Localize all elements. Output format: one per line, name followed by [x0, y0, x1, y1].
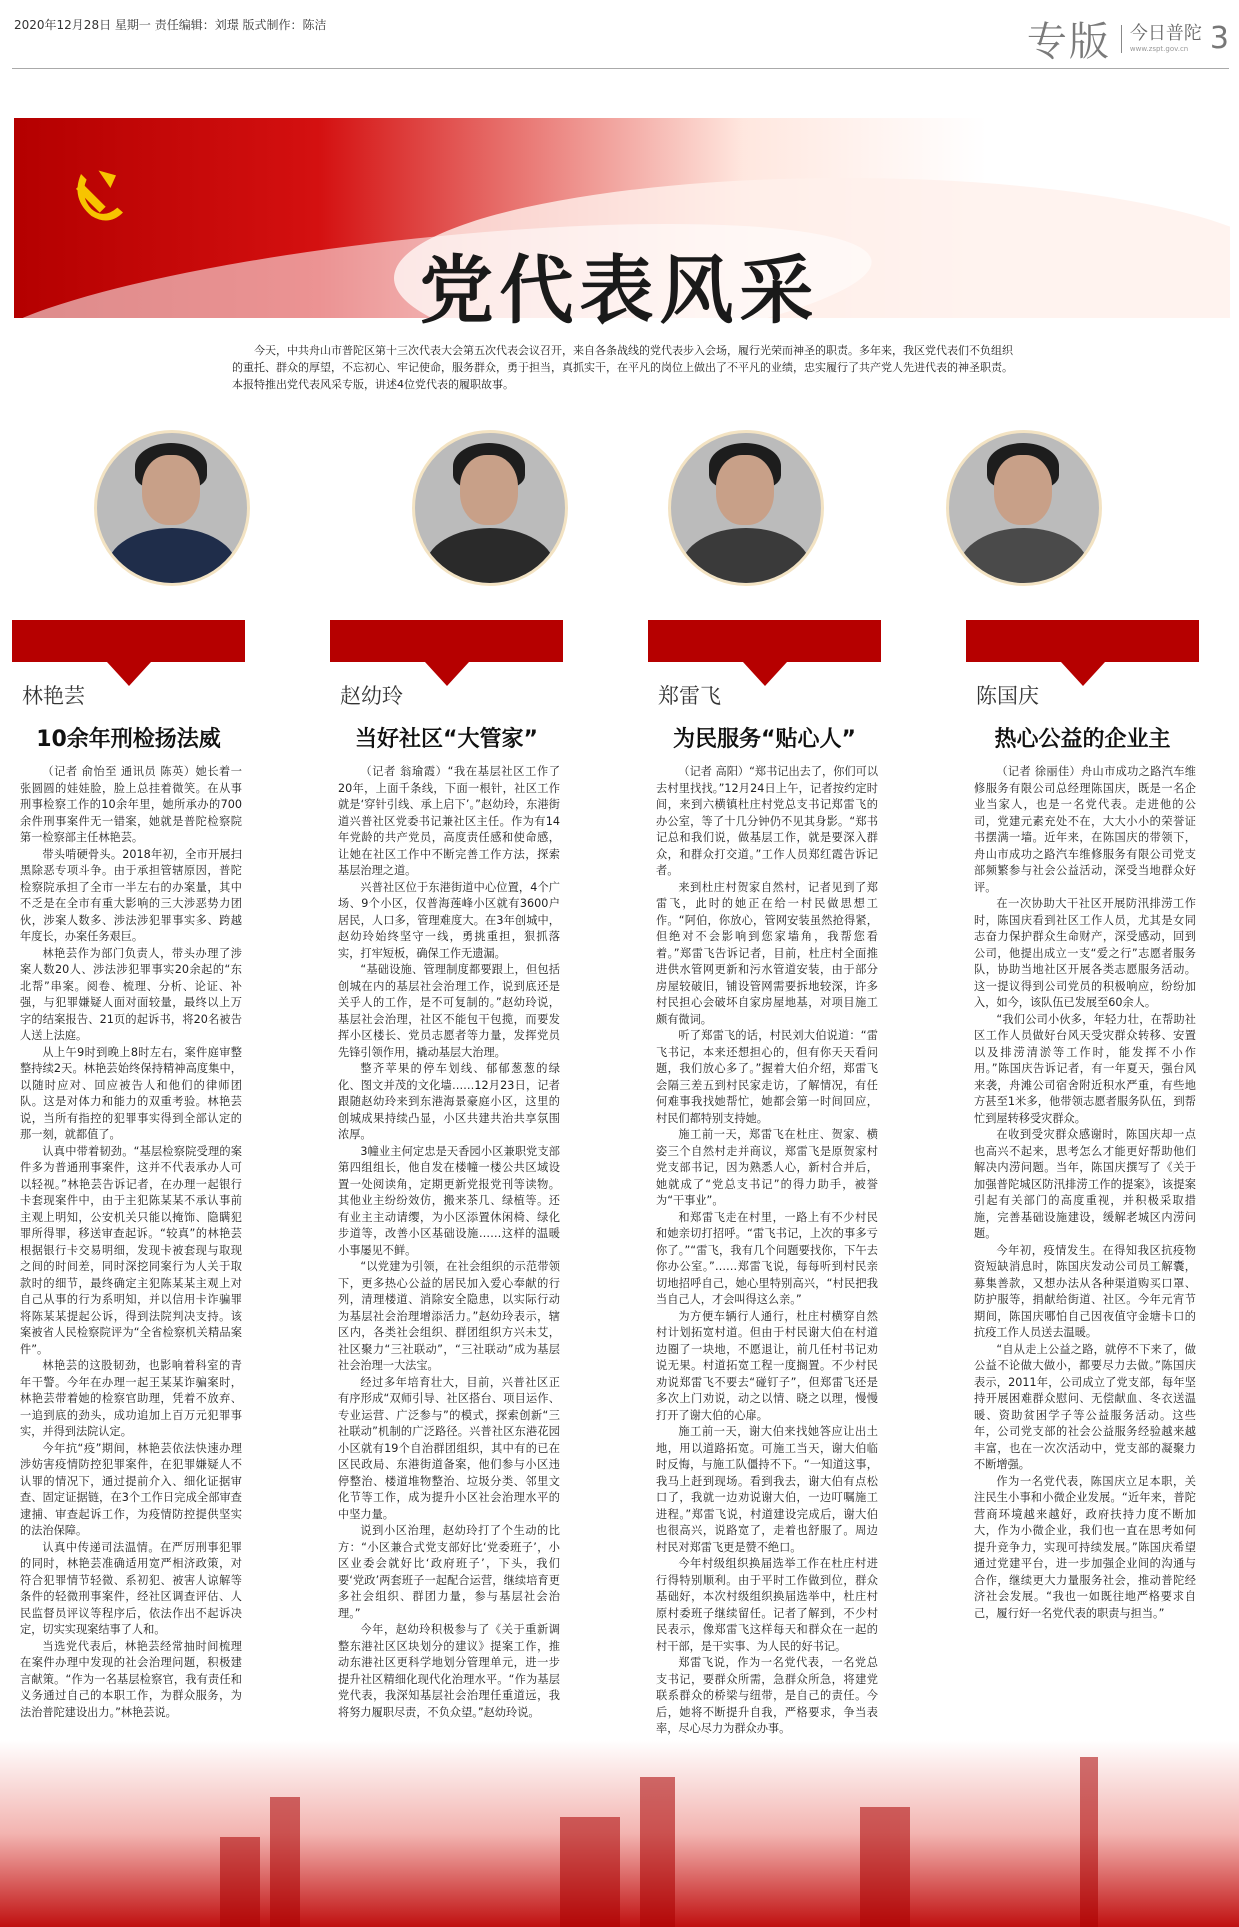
page-number: 3 [1209, 21, 1229, 56]
paragraph: 经过多年培育壮大，目前，兴普社区正有序形成“双师引导、社区搭台、项目运作、专业运营、广泛参与”的模式，探索创新“三社联动”机制的广泛路径。兴普社区东港花园小区就有19个自治群团组织，其中有的已在区民政局、东港街道备案，他们参与小区违停整治、楼道堆物整治、垃圾分类、邻里文化节等工作，成为提升小区社会治理水平的中坚力量。 [338, 1375, 560, 1521]
profile-name: 郑雷飞 [658, 684, 721, 708]
profile-title: 为民服务“贴心人” [673, 727, 856, 752]
paragraph: 当选党代表后，林艳芸经常抽时间梳理在案件办理中发现的社会治理问题，积极建言献策。“作为一名基层检察官，我有责任和义务通过自己的本职工作，为群众服务，为法治普陀建设出力。”林艳芸说。 [20, 1639, 242, 1719]
paragraph: “我们公司小伙多，年轻力壮，在帮助社区工作人员做好台风天受灾群众转移、安置以及排涝清淤等工作时，能发挥不小作用。”陈国庆告诉记者，有一年夏天，强台风来袭，舟滩公司宿舍附近积水严重，有些地方甚至1米多，他带领志愿者服务队伍，到帮忙到屋转移受灾群众。 [974, 1012, 1196, 1125]
paragraph: 今年初，疫情发生。在得知我区抗疫物资短缺消息时，陈国庆发动公司员工解囊，募集善款，又想办法从各种渠道购买口罩、防护服等，捐献给街道、社区。今年元宵节期间，陈国庆哪怕自己因夜值守金塘卡口的抗疫工作人员送去温暖。 [974, 1243, 1196, 1339]
paragraph: 来到杜庄村贺家自然村，记者见到了郑雷飞，此时的她正在给一村民做思想工作。“阿伯，你放心，管网安装虽然抢得紧，但绝对不会影响到您家墙角，我帮您看着。”郑雷飞告诉记者，目前，杜庄村全面推进供水管网更新和污水管道安装，由于部分房屋较破旧，铺设管网需要拆地较深，许多村民担心会破坏自家房屋地基，对项目施工颇有微词。 [656, 880, 878, 1026]
building-silhouette [220, 1837, 260, 1927]
paragraph: 认真中传递司法温情。在严厉刑事犯罪的同时，林艳芸准确适用宽严相济政策，对符合犯罪情节轻微、系初犯、被害人谅解等条件的轻微刑事案件，经社区调查评估、人民监督员评议等程序后，依法作出不起诉决定，切实实现案结事了人和。 [20, 1540, 242, 1636]
logo-name: 今日普陀 [1129, 22, 1202, 44]
profile-body [338, 764, 560, 1721]
byline: （记者 高阳） [678, 765, 750, 778]
date-line: 2020年12月28日 星期一 责任编辑：刘璟 版式制作：陈洁 [14, 18, 327, 32]
page-headline: 党代表风采 [419, 248, 820, 334]
paragraph: 从上午9时到晚上8时左右，案件庭审整整持续2天。林艳芸始终保持精神高度集中，以随时应对、回应被告人和他们的律师团队。这是对体力和能力的双重考验。林艳芸说，当所有指控的犯罪事实得到全部认定的那一刻，就都值了。 [20, 1045, 242, 1141]
footer-decoration [0, 1740, 1239, 1927]
paragraph: “自从走上公益之路，就停不下来了，做公益不论做大做小，都要尽力去做。”陈国庆表示，2011年，公司成立了党支部，每年坚持开展困难群众慰问、无偿献血、冬衣送温暖、资助贫困学子等公益服务活动。这些年，公司党支部的社会公益服务经验越来越丰富，也在一次次活动中，党支部的凝聚力不断增强。 [974, 1342, 1196, 1471]
paragraph: 今年，赵幼玲积极参与了《关于重新调整东港社区区块划分的建议》提案工作，推动东港社区更科学地划分管理单元，进一步提升社区精细化现代化治理水平。“作为基层党代表，我深知基层社会治理任重道远，我将努力履职尽责，不负众望。”赵幼玲说。 [338, 1623, 560, 1719]
byline: （记者 徐丽佳） [996, 765, 1082, 778]
paragraph: 她长着一张圆圆的娃娃脸，脸上总挂着微笑。在从事刑事检察工作的10余年里，她所承办的700余件刑事案件无一错案，她就是普陀检察院第一检察部主任林艳芸。 [20, 765, 242, 844]
portrait-photo [412, 430, 568, 586]
paragraph: 为方便车辆行人通行，杜庄村横穿自然村计划拓宽村道。但由于村民谢大伯在村道边圈了一块地，不愿退让，前几任村书记劝说无果。村道拓宽工程一度搁置。不少村民劝说郑雷飞不要去“碰钉子”，但郑雷飞还是多次上门劝说，动之以情、晓之以理，慢慢打开了谢大伯的心扉。 [656, 1309, 878, 1422]
paragraph: 带头啃硬骨头。2018年初，全市开展扫黑除恶专项斗争。由于承担管辖原因，普陀检察院承担了全市一半左右的办案量，其中不乏是在全市有重大影响的三大涉恶势力团伙，涉案人数多、涉法涉犯罪事实多、跨越年度长，办案任务艰巨。 [20, 847, 242, 943]
pillar-silhouette [1080, 1757, 1098, 1927]
profile-body [974, 764, 1196, 1622]
paragraph: 说到小区治理，赵幼玲打了个生动的比方：“小区兼合式党支部好比‘党委班子’，小区业委会就好比‘政府班子’，下头，我们要‘党政’两套班子一起配合运营，继续培育更多社会组织、群团力量，参与基层社会治理。” [338, 1524, 560, 1620]
masthead-right [1027, 10, 1229, 67]
portrait-photo [94, 430, 250, 586]
profile-column [966, 430, 1199, 1850]
paragraph: 和郑雷飞走在村里，一路上有不少村民和她亲切打招呼。“雷飞书记，上次的事多亏你了。”“雷飞，我有几个问题要找你，下午去你办公室。”……郑雷飞说，每每听到村民亲切地招呼自己，她心里特别高兴，“村民把我当自己人，才会叫得这么亲。” [656, 1210, 878, 1306]
profile-title: 热心公益的企业主 [994, 727, 1171, 752]
masthead [0, 0, 1239, 70]
newspaper-logo [1121, 22, 1202, 53]
profile-column [648, 430, 881, 1850]
byline: （记者 俞怡至 通讯员 陈英） [42, 765, 196, 778]
profile-name: 赵幼玲 [340, 684, 403, 708]
section-name: 专版 [1026, 19, 1111, 65]
title-ribbon [12, 620, 245, 662]
paragraph: 在一次协助大干社区开展防汛排涝工作时，陈国庆看到社区工作人员，尤其是女同志奋力保护群众生命财产，深受感动，回到公司，他提出成立一支“爱之行”志愿者服务队，协助当地社区开展各类志愿服务活动。这一提议得到公司党员的积极响应，纷纷加入，如今，该队伍已发展至60余人。 [974, 897, 1196, 1009]
profile-body [20, 764, 242, 1721]
paragraph: “郑书记出去了，你们可以去村里找找。”12月24日上午，记者按约定时间，来到六横镇杜庄村党总支书记郑雷飞的办公室，等了十几分钟仍不见其身影。“郑书记总和我们说，做基层工作，就是要深入群众，和群众打交道。”工作人员郑红霞告诉记者。 [656, 765, 879, 877]
portrait-photo [946, 430, 1102, 586]
intro-paragraph: 今天，中共舟山市普陀区第十三次代表大会第五次代表会议召开，来自各条战线的党代表步入会场，履行光荣而神圣的职责。多年来，我区党代表们不负组织的重托、群众的厚望，不忘初心、牢记使命，服务群众，勇于担当，真抓实干，在平凡的岗位上做出了不平凡的业绩，忠实履行了共产党人先进代表的神圣职责。本报特推出党代表风采专版，讲述4位党代表的履职故事。 [232, 344, 1013, 391]
party-emblem-icon [60, 160, 130, 230]
title-ribbon [966, 620, 1199, 662]
building-silhouette [270, 1797, 300, 1927]
title-ribbon [648, 620, 881, 662]
paragraph: 听了郑雷飞的话，村民刘大伯说道：“雷飞书记，本来还想担心的，但有你天天看问题，我们放心多了。”握着大伯介绍，郑雷飞会隔三差五到村民家走访，了解情况，有任何难事我找她帮忙，她都会第一时间回应，村民们都特别支持她。 [656, 1029, 878, 1125]
paragraph: 今年抗“疫”期间，林艳芸依法快速办理涉妨害疫情防控犯罪案件，在犯罪嫌疑人不认罪的情况下，通过提前介入、细化证据审查、固定证据链，在3个工作日完成全部审查逮捕、审查起诉工作，为疫情防控提供坚实的法治保障。 [20, 1441, 242, 1537]
byline: （记者 翁瑜霞） [360, 765, 448, 778]
paragraph: 郑雷飞说，作为一名党代表，一名党总支书记，要群众所需，急群众所急，将建党联系群众的桥梁与纽带，是自己的责任。今后，她将不断提升自我，严格要求，争当表率，尽心尽力为群众办事。 [656, 1656, 878, 1735]
title-ribbon [330, 620, 563, 662]
paragraph: “基础设施、管理制度都要跟上，但包括创城在内的基层社会治理工作，说到底还是关乎人的工作，是不可复制的。”赵幼玲说，基层社会治理，社区不能包干包揽，而要发挥小区楼长、党员志愿者等力量，发挥党员先锋引领作用，撬动基层大治理。 [338, 963, 560, 1059]
paragraph: 今年村级组织换届选举工作在杜庄村进行得特别顺利。由于平时工作做到位，群众基础好，本次村级组织换届选举中，杜庄村原村委班子继续留任。记者了解到，不少村民表示，像郑雷飞这样每天和群众在一起的村干部，是干实事、为人民的好书记。 [656, 1557, 878, 1653]
profile-name: 陈国庆 [976, 684, 1039, 708]
profile-column [330, 430, 563, 1850]
profile-body [656, 764, 878, 1738]
building-silhouette [640, 1777, 675, 1927]
paragraph: 认真中带着韧劲。“基层检察院受理的案件多为普通刑事案件，这并不代表承办人可以轻视。”林艳芸告诉记者，在办理一起银行卡套现案件中，由于主犯陈某某不承认事前主观上明知，公安机关只能以掩饰、隐瞒犯罪所得罪，移送审查起诉。“较真”的林艳芸根据银行卡交易明细，发现卡被套现与取现之间的时间差，同时深挖同案行为人关于取款时的细节，最终确定主犯陈某某主观上对自己从事的行为系明知，并以信用卡诈骗罪将陈某某提起公诉，得到法院判决支持。该案被省人民检察院评为“全省检察机关精品案件”。 [20, 1144, 242, 1356]
paragraph: 3幢业主何定忠是天香园小区兼职党支部第四组组长，他自发在楼幢一楼公共区域设置一处阅读角，定期更新党报党刊等读物。其他业主纷纷效仿，搬来茶几、绿植等。还有业主主动请缨，为小区添置休闲椅、绿化步道等，改善小区基础设施……这样的温暖小事屡见不鲜。 [338, 1144, 560, 1257]
paragraph: 在收到受灾群众感谢时，陈国庆却一点也高兴不起来，思考怎么才能更好帮助他们解决内涝问题。当年，陈国庆撰写了《关于加强普陀城区防汛排涝工作的提案》，该提案引起有关部门的高度重视，并积极采取措施，完善基础设施建设，缓解老城区内涝问题。 [974, 1128, 1196, 1240]
paragraph: “以党建为引领，在社会组织的示范带领下，更多热心公益的居民加入爱心奉献的行列，清理楼道、消除安全隐患，以实际行动为基层社会治理增添活力。”赵幼玲表示，辖区内，各类社会组织、群团组织方兴未艾，社区聚力“三社联动”，“三社联动”成为基层社会治理一大法宝。 [338, 1260, 560, 1372]
paragraph: 舟山市成功之路汽车维修服务有限公司总经理陈国庆，既是一名企业当家人，也是一名党代表。走进他的公司，党建元素充处不在，大大小小的荣誉证书摆满一墙。近年来，在陈国庆的带领下，舟山市成功之路汽车维修服务有限公司党支部频繁参与社会公益活动，深受当地群众好评。 [974, 765, 1196, 894]
profile-name: 林艳芸 [22, 684, 85, 708]
paragraph: 施工前一天，郑雷飞在杜庄、贺家、横姿三个自然村走并商议，郑雷飞是原贺家村党支部书记，因为熟悉人心，新村合并后，她就成了“党总支书记”的得力助手，被誉为“干事业”。 [656, 1128, 878, 1207]
masthead-divider [12, 68, 1229, 69]
building-silhouette [860, 1807, 910, 1927]
logo-url: www.zspt.gov.cn [1129, 44, 1189, 53]
building-silhouette [560, 1817, 620, 1927]
profile-column [12, 430, 245, 1850]
paragraph: 施工前一天，谢大伯来找她答应让出土地，用以道路拓宽。可施工当天，谢大伯临时反悔，与施工队僵持不下。“一知道这事，我马上赶到现场。看到我去，谢大伯有点松口了，我就一边劝说谢大伯，一边叮嘱施工进程。”郑雷飞说，村道建设完成后，谢大伯也很高兴，说路宽了，走着也舒服了。周边村民对郑雷飞更是赞不绝口。 [656, 1425, 878, 1554]
paragraph: “我在基层社区工作了20年，上面千条线，下面一根针，社区工作就是‘穿针引线、承上启下’。”赵幼玲，东港街道兴普社区党委书记兼社区主任。作为有14年党龄的共产党员，高度责任感和使命感，让她在社区工作中不断完善工作方法，探索基层治理之道。 [338, 765, 561, 877]
paragraph: 兴普社区位于东港街道中心位置，4个广场、9个小区，仅普海莲峰小区就有3600户居民，人口多，管理难度大。在3年创城中，赵幼玲始终坚守一线，勇挑重担，狠抓落实，打牢短板，确保工作无遗漏。 [338, 880, 560, 960]
paragraph: 林艳芸的这股韧劲，也影响着科室的青年干警。今年在办理一起王某某诈骗案时，林艳芸带着她的检察官助理，凭着不放弃、一追到底的劲头，成功追加上百万元犯罪事实，并得到法院认定。 [20, 1359, 242, 1438]
profile-title: 10余年刑检扬法威 [36, 727, 221, 752]
paragraph: 整齐苹果的停车划线、郁郁葱葱的绿化、图文并茂的文化墙……12月23日，记者跟随赵幼玲来到东港海景豪庭小区，这里的创城成果持续凸显，小区共建共治共享氛围浓厚。 [338, 1062, 560, 1141]
portrait-photo [668, 430, 824, 586]
paragraph: 作为一名党代表，陈国庆立足本职，关注民生小事和小微企业发展。“近年来，普陀营商环境越来越好，政府扶持力度不断加大，作为小微企业，我们也一直在思考如何提升竞争力，实现可持续发展。”陈国庆希望通过党建平台，进一步加强企业间的沟通与合作，继续更大力量服务社会，推动普陀经济社会发展。“我也一如既往地严格要求自己，履行好一名党代表的职责与担当。” [974, 1474, 1196, 1620]
profile-title: 当好社区“大管家” [355, 727, 538, 752]
paragraph: 林艳芸作为部门负责人，带头办理了涉案人数20人、涉法涉犯罪事实20余起的“东北帮”串案。阅卷、梳理、分析、论证、补强，与犯罪嫌疑人面对面较量，最终以上万字的结案报告、21页的起诉书，将20名被告人送上法庭。 [20, 946, 242, 1042]
